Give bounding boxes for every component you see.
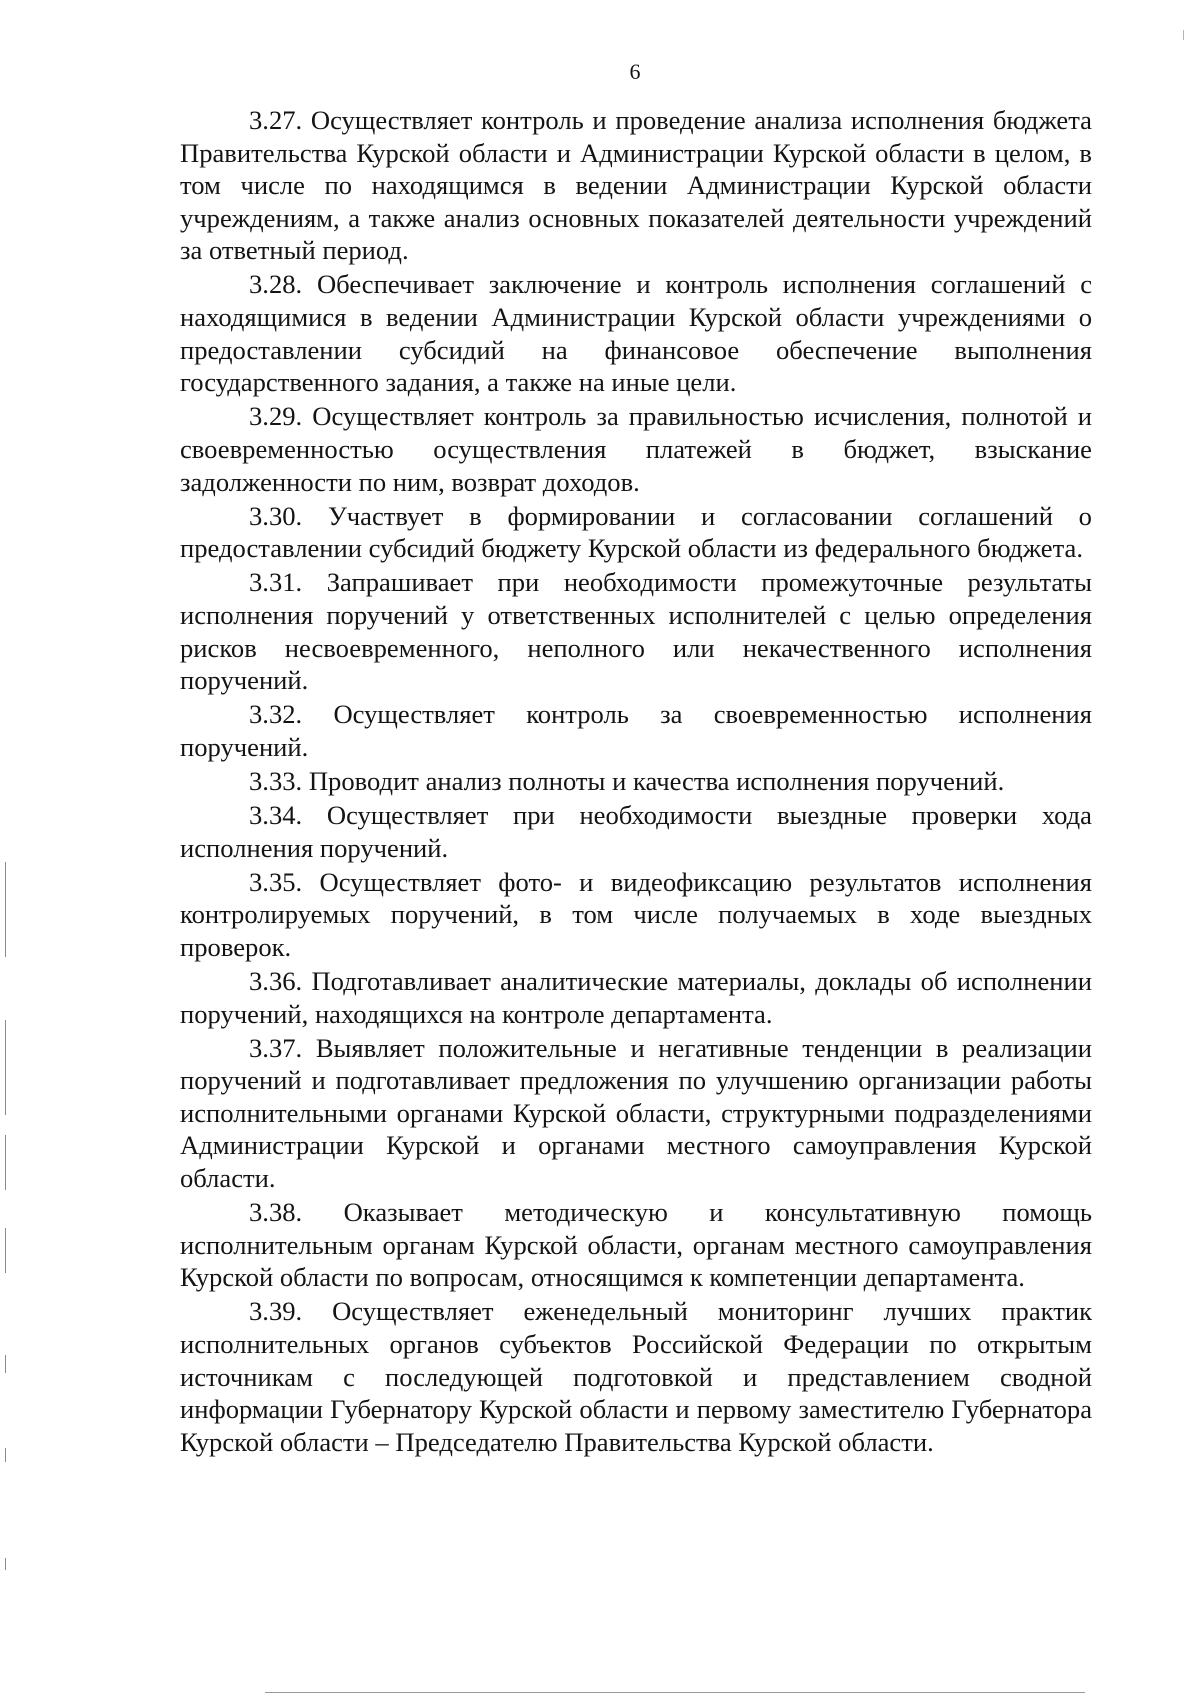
clause-text: Оказывает методическую и консультативную помощь исполнительным органам Курской области, органам местного самоуправления Курской области по вопросам, относящимся к компетенции департамента. (180, 1197, 1092, 1293)
clause-number: 3.39. (249, 1296, 303, 1327)
clause-text: Проводит анализ полноты и качества исполнения поручений. (308, 765, 1005, 796)
scan-artifact (5, 862, 6, 957)
paragraph-3-39 (180, 1295, 1092, 1458)
clause-number: 3.37. (249, 1032, 303, 1063)
scan-artifact (5, 1355, 6, 1373)
clause-number: 3.31. (249, 567, 303, 598)
clause-text: Выявляет положительные и негативные тенденции в реализации поручений и подготавливает предложения по улучшению организации работы исполнительными органами Курской области, структурными подразделениями Администрации Курской и органами местного самоуправления Курской области. (180, 1032, 1092, 1193)
paragraph-3-36 (180, 965, 1092, 1030)
paragraph-3-33 (180, 765, 1092, 798)
clause-text: Участвует в формировании и согласовании соглашений о предоставлении субсидий бюджету Курской области из федерального бюджета. (180, 500, 1092, 564)
clause-number: 3.33. (249, 765, 303, 796)
scan-artifact (5, 1448, 6, 1462)
scan-artifact (5, 1228, 6, 1273)
clause-text: Обеспечивает заключение и контроль исполнения соглашений с находящимися в ведении Администрации Курской области учреждениями о предоставлении субсидий на финансовое обеспечение выполнения государственного задания, а также на иные цели. (180, 269, 1093, 398)
clause-number: 3.28. (249, 269, 303, 300)
clause-number: 3.38. (249, 1197, 303, 1228)
paragraph-3-35 (180, 866, 1092, 964)
scan-artifact (5, 1020, 6, 1115)
clause-text: Осуществляет еженедельный мониторинг лучших практик исполнительных органов субъектов Российской Федерации по открытым источникам с последующей подготовкой и представлением сводной информации Губернатору Курской области и первому заместителю Губернатора Курской области – Председателю Правительства Курской области. (180, 1296, 1092, 1457)
clause-number: 3.36. (249, 965, 303, 996)
paragraph-3-27 (180, 104, 1092, 267)
scan-edge-line (265, 1692, 1085, 1693)
clause-number: 3.35. (249, 866, 303, 897)
clause-text: Осуществляет контроль и проведение анализа исполнения бюджета Правительства Курской области и Администрации Курской области в целом, в том числе по находящимся в ведении Администрации Курской области учреждениям, а также анализ основных показателей деятельности учреждений за ответный период. (180, 105, 1092, 266)
paragraph-3-31 (180, 566, 1092, 696)
document-body (180, 104, 1092, 1460)
paragraph-3-37 (180, 1032, 1092, 1195)
paragraph-3-38 (180, 1196, 1092, 1294)
clause-text: Запрашивает при необходимости промежуточные результаты исполнения поручений у ответственных исполнителей с целью определения рисков несвоевременного, неполного или некачественного исполнения поручений. (180, 567, 1092, 696)
clause-number: 3.34. (249, 799, 303, 830)
clause-number: 3.27. (249, 105, 303, 135)
clause-text: Осуществляет при необходимости выездные проверки хода исполнения поручений. (180, 799, 1092, 863)
clause-number: 3.32. (249, 699, 303, 730)
scan-artifact (1183, 30, 1184, 40)
clause-text: Осуществляет фото- и видеофиксацию результатов исполнения контролируемых поручений, в том числе получаемых в ходе выездных проверок. (180, 866, 1092, 962)
paragraph-3-28 (180, 268, 1092, 398)
clause-number: 3.30. (249, 500, 303, 531)
page-number: 6 (629, 59, 641, 84)
scan-artifact (5, 1558, 6, 1570)
clause-text: Подготавливает аналитические материалы, доклады об исполнении поручений, находящихся на контроле департамента. (180, 965, 1092, 1029)
clause-number: 3.29. (249, 401, 303, 432)
paragraph-3-30 (180, 500, 1092, 565)
clause-text: Осуществляет контроль за правильностью исчисления, полнотой и своевременностью осуществления платежей в бюджет, взыскание задолженности по ним, возврат доходов. (180, 401, 1093, 497)
paragraph-3-34 (180, 799, 1092, 864)
paragraph-3-32 (180, 698, 1092, 763)
paragraph-3-29 (180, 400, 1092, 498)
scan-artifact (5, 1135, 6, 1190)
clause-text: Осуществляет контроль за своевременностью исполнения поручений. (180, 699, 1092, 762)
